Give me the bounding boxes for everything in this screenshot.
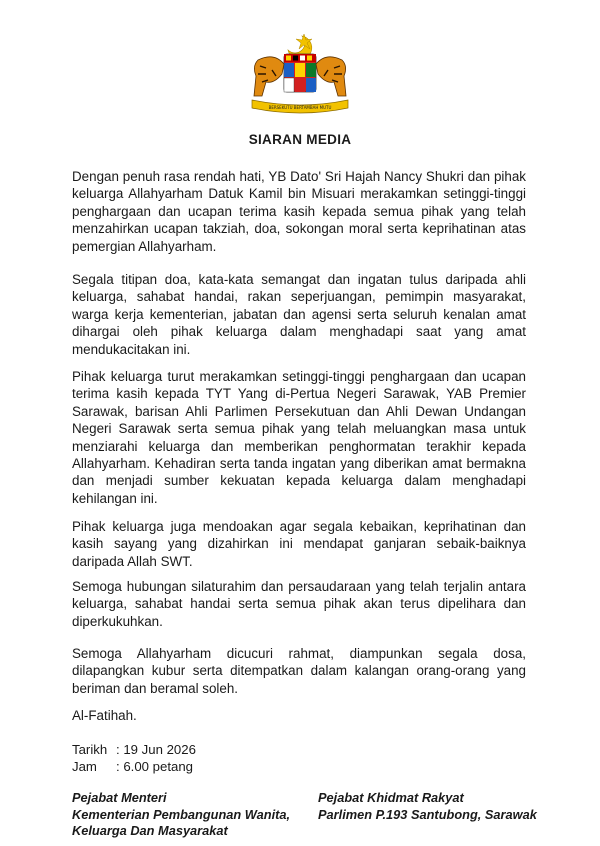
footer-service-center: [318, 790, 537, 823]
paragraph-6: Semoga Allahyarham dicucuri rahmat, diampunkan segala dosa, dilapangkan kubur serta ditempatkan dalam kalangan orang-orang yang beriman dan beramal soleh.: [72, 646, 526, 696]
paragraph-3: Pihak keluarga turut merakamkan setinggi-tinggi penghargaan dan ucapan terima kasih kepada TYT Yang di-Pertua Negeri Sarawak, YAB Premier Sarawak, barisan Ahli Parlimen Persekutuan dan Ahli Dewan Undangan Negeri Sarawak serta semua pihak yang telah meluangkan masa untuk menziarahi keluarga dan memberikan penghormatan terakhir kepada Allahyarham. Kehadiran serta tanda ingatan yang diberikan amat bermakna dan menjadi sumber kekuatan kepada keluarga dalam menghadapi kehilangan ini.: [72, 369, 526, 506]
footer-left-line: Keluarga Dan Masyarakat: [72, 823, 228, 839]
date-value: : 19 Jun 2026: [116, 742, 196, 757]
footer-left-line: Pejabat Menteri: [72, 790, 167, 805]
paragraph-4: Pihak keluarga juga mendoakan agar segala kebaikan, keprihatinan dan kasih sayang yang dizahirkan ini mendapat ganjaran sebaik-baiknya daripada Allah SWT.: [72, 519, 526, 569]
closing-prayer: Al-Fatihah.: [72, 708, 137, 723]
time-label: Jam: [72, 759, 97, 774]
date-label: Tarikh: [72, 742, 108, 757]
date-line: [72, 742, 196, 757]
coat-of-arms-icon: [244, 30, 356, 118]
time-value: : 6.00 petang: [116, 759, 193, 774]
svg-text:BERSEKUTU BERTAMBAH MUTU: BERSEKUTU BERTAMBAH MUTU: [268, 105, 332, 110]
footer-left-line: Kementerian Pembangunan Wanita,: [72, 806, 291, 822]
paragraph-2: Segala titipan doa, kata-kata semangat dan ingatan tulus daripada ahli keluarga, sahabat handai, rakan seperjuangan, pemimpin masyarakat, warga kerja kementerian, jabatan dan agensi serta seluruh kenalan amat dihargai oleh pihak keluarga dalam menghadapi saat yang amat mendukacitakan ini.: [72, 272, 526, 357]
footer-right-line: Pejabat Khidmat Rakyat: [318, 790, 464, 805]
footer-minister-office: [72, 790, 290, 840]
document-title: SIARAN MEDIA: [248, 132, 352, 147]
paragraph-1: Dengan penuh rasa rendah hati, YB Dato' Sri Hajah Nancy Shukri dan pihak keluarga Allahyarham Datuk Kamil bin Misuari merakamkan setinggi-tinggi penghargaan dan ucapan terima kasih kepada semua pihak yang telah menzahirkan ucapan takziah, doa, sokongan moral serta keprihatinan atas pemergian Allahyarham.: [72, 169, 526, 254]
paragraph-5: Semoga hubungan silaturahim dan persaudaraan yang telah terjalin antara keluarga, sahabat handai serta semua pihak akan terus dipelihara dan diperkukuhkan.: [72, 579, 526, 629]
footer-right-line: Parlimen P.193 Santubong, Sarawak: [318, 806, 537, 822]
time-line: [72, 759, 193, 774]
